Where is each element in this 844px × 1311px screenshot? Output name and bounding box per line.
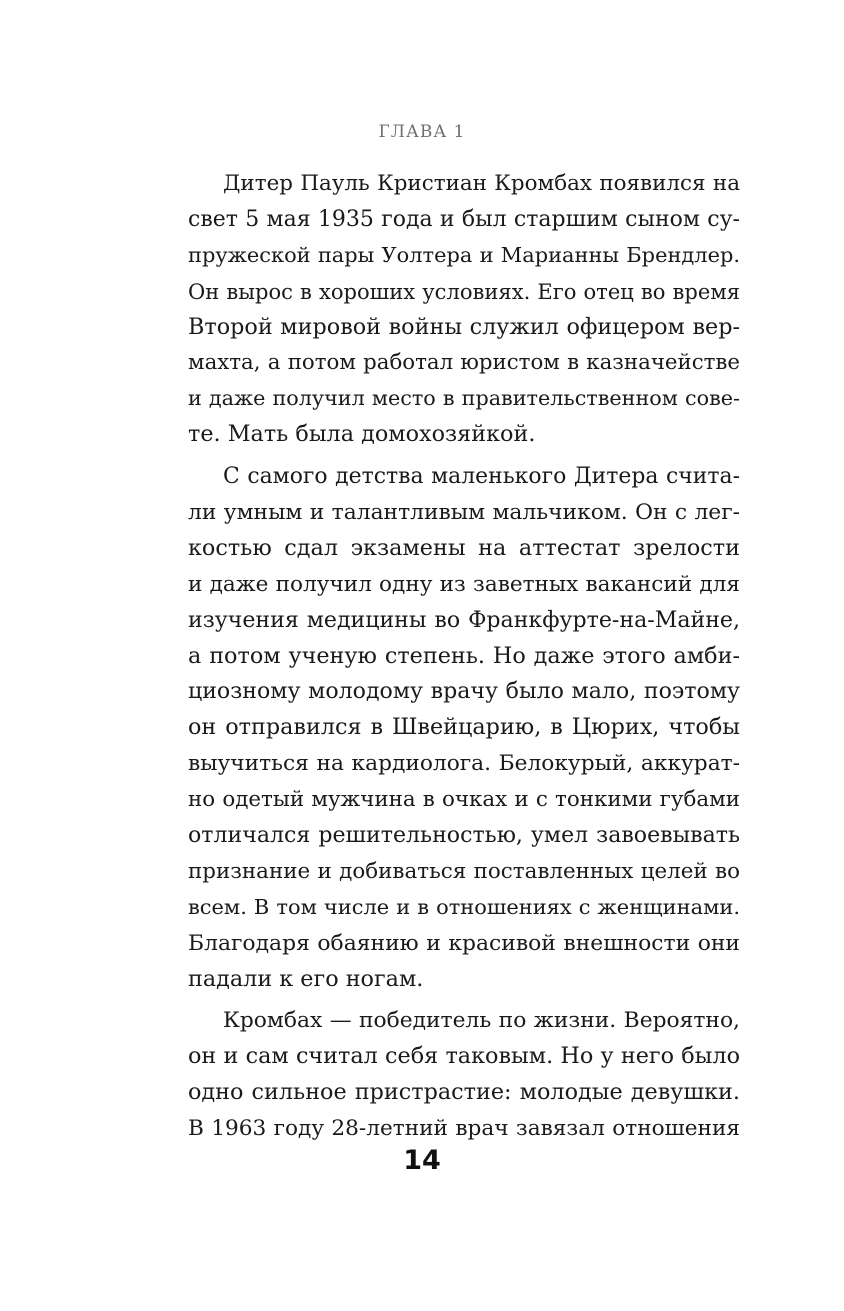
paragraph-2-line-13: всем. В том числе и в отношениях с женщинами.: [188, 894, 740, 919]
paragraph-2-line-15: падали к его ногам.: [188, 965, 424, 992]
page-number: 14: [403, 1145, 441, 1176]
paragraph-2-line-5: изучения медицины во Франкфурте-на-Майне,: [188, 607, 740, 633]
paragraph-3-line-1: Кромбах — победитель по жизни. Вероятно,: [223, 1008, 740, 1034]
paragraph-2-line-4: и даже получил одну из заветных вакансий для: [188, 571, 740, 597]
paragraph-1-line-8: те. Мать была домохозяйкой.: [188, 421, 536, 448]
paragraph-2-line-11: отличался решительностью, умел завоевывать: [188, 823, 740, 849]
paragraph-2-line-9: выучиться на кардиолога. Белокурый, аккурат-: [188, 751, 740, 777]
paragraph-2-line-6: а потом ученую степень. Но даже этого амби-: [188, 642, 740, 669]
paragraph-2-line-1: С самого детства маленького Дитера счита-: [223, 464, 740, 490]
paragraph-1-line-3: пружеской пары Уолтера и Марианны Брендлер.: [188, 242, 740, 267]
paragraph-3-line-3: одно сильное пристрастие: молодые девушки.: [188, 1079, 740, 1106]
paragraph-1-line-5: Второй мировой войны служил офицером вер-: [188, 313, 740, 340]
paragraph-2-line-8: он отправился в Швейцарию, в Цюрих, чтобы: [188, 714, 740, 741]
paragraph-1-line-6: махта, а потом работал юристом в казначействе: [188, 350, 740, 376]
paragraph-1-line-1: Дитер Пауль Кристиан Кромбах появился на: [223, 171, 740, 196]
paragraph-2-line-7: циозному молодому врачу было мало, поэтому: [188, 678, 740, 705]
paragraph-1-line-4: Он вырос в хороших условиях. Его отец во время: [188, 278, 740, 304]
paragraph-3-line-4: В 1963 году 28-летний врач завязал отношения: [188, 1116, 740, 1142]
body-text: [188, 166, 740, 1147]
paragraph-3-line-2: он и сам считал себя таковым. Но у него было: [188, 1043, 740, 1070]
paragraph-2-line-14: Благодаря обаянию и красивой внешности они: [188, 930, 740, 956]
paragraph-2-line-3: костью сдал экзамены на аттестат зрелости: [188, 534, 740, 561]
paragraph-2-line-10: но одетый мужчина в очках и с тонкими губами: [188, 787, 740, 813]
paragraph-1-line-7: и даже получил место в правительственном сове-: [188, 386, 740, 411]
paragraph-2-line-2: ли умным и талантливым мальчиком. Он с лег-: [188, 500, 740, 526]
paragraph-1-line-2: свет 5 мая 1935 года и был старшим сыном су-: [188, 206, 740, 232]
chapter-header: ГЛАВА 1: [378, 122, 466, 142]
paragraph-2-line-12: признание и добиваться поставленных целей во: [188, 858, 740, 884]
